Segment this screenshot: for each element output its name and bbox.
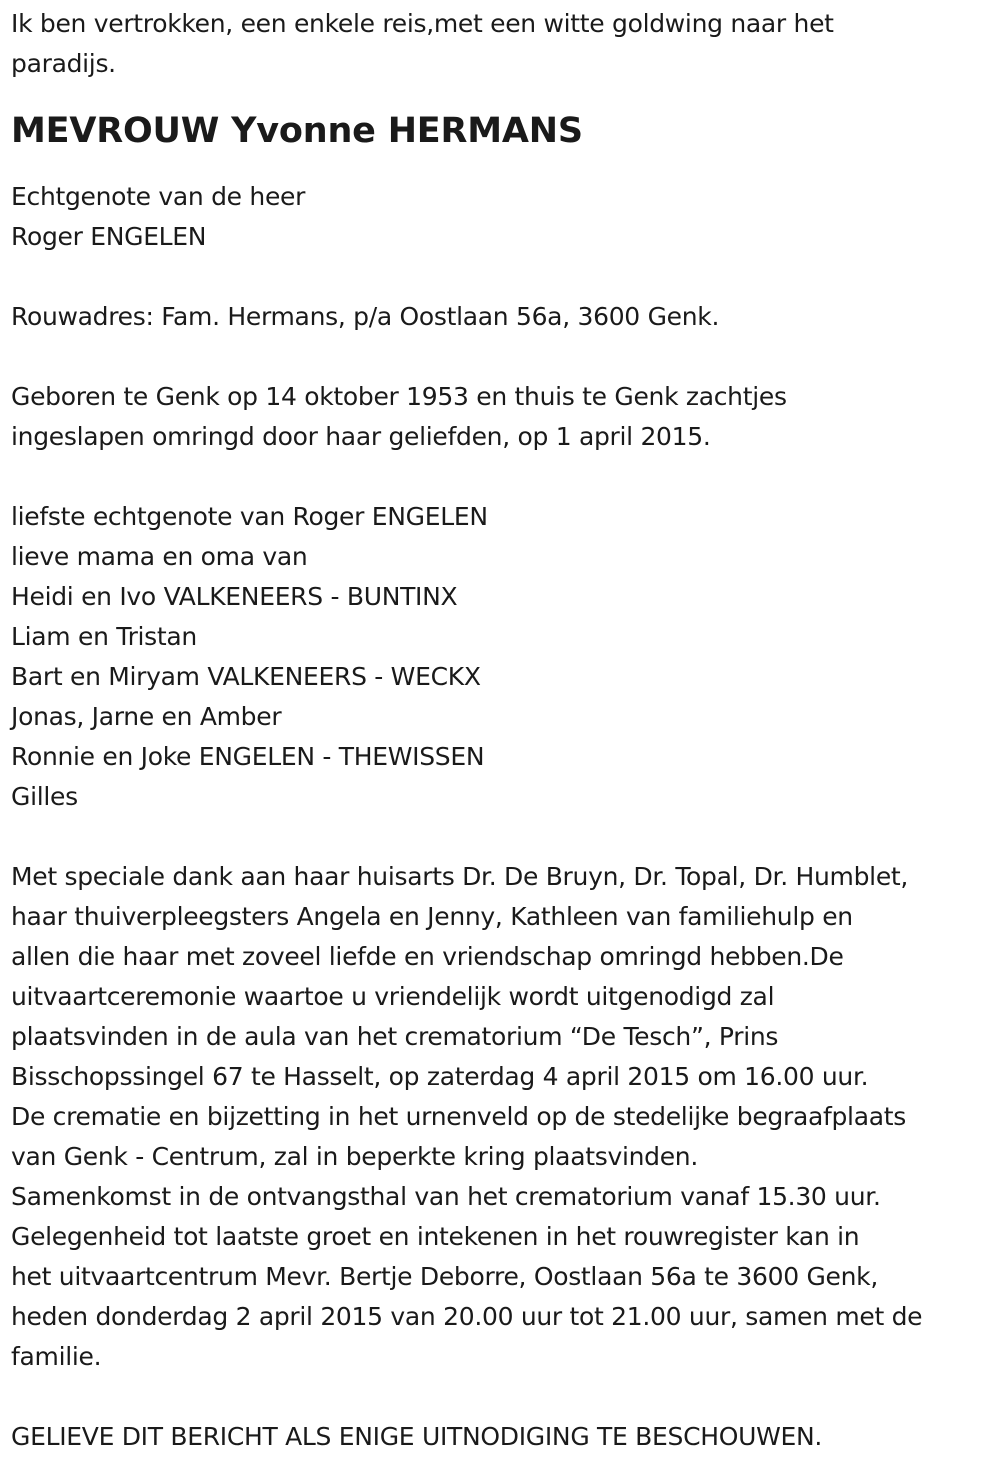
thanks-line: van Genk - Centrum, zal in beperkte kring plaatsvinden.	[11, 1142, 698, 1172]
birth-death-line: ingeslapen omringd door haar geliefden, op 1 april 2015.	[11, 422, 711, 452]
family-line: Gilles	[11, 782, 78, 812]
family-line: Ronnie en Joke ENGELEN - THEWISSEN	[11, 742, 485, 772]
thanks-line: De crematie en bijzetting in het urnenveld op de stedelijke begraafplaats	[11, 1102, 906, 1132]
family-line: liefste echtgenote van Roger ENGELEN	[11, 502, 488, 532]
family-line: Heidi en Ivo VALKENEERS - BUNTINX	[11, 582, 458, 612]
thanks-line: Bisschopssingel 67 te Hasselt, op zaterdag 4 april 2015 om 16.00 uur.	[11, 1062, 869, 1092]
thanks-line: het uitvaartcentrum Mevr. Bertje Deborre, Oostlaan 56a te 3600 Genk,	[11, 1262, 879, 1292]
spacer	[11, 1377, 996, 1417]
family-line: lieve mama en oma van	[11, 542, 308, 572]
obituary-notice	[11, 4, 996, 1457]
birth-death-block	[11, 377, 996, 457]
motto-block	[11, 4, 996, 84]
mourning-address: Rouwadres: Fam. Hermans, p/a Oostlaan 56a, 3600 Genk.	[11, 302, 720, 332]
motto-line: paradijs.	[11, 49, 116, 78]
motto-line: Ik ben vertrokken, een enkele reis,met een witte goldwing naar het	[11, 9, 834, 38]
spacer	[11, 457, 996, 497]
thanks-and-ceremony-block	[11, 857, 996, 1377]
spacer	[11, 257, 996, 297]
family-line: Bart en Miryam VALKENEERS - WECKX	[11, 662, 481, 692]
spouse-line: Echtgenote van de heer	[11, 182, 306, 212]
family-list	[11, 497, 996, 817]
birth-death-line: Geboren te Genk op 14 oktober 1953 en thuis te Genk zachtjes	[11, 382, 787, 412]
spouse-block	[11, 177, 996, 257]
thanks-line: Samenkomst in de ontvangsthal van het crematorium vanaf 15.30 uur.	[11, 1182, 881, 1212]
thanks-line: Met speciale dank aan haar huisarts Dr. De Bruyn, Dr. Topal, Dr. Humblet,	[11, 862, 909, 892]
thanks-line: uitvaartceremonie waartoe u vriendelijk wordt uitgenodigd zal	[11, 982, 775, 1012]
thanks-line: heden donderdag 2 april 2015 van 20.00 uur tot 21.00 uur, samen met de	[11, 1302, 923, 1332]
thanks-line: Gelegenheid tot laatste groet en intekenen in het rouwregister kan in	[11, 1222, 860, 1252]
family-line: Liam en Tristan	[11, 622, 197, 652]
thanks-line: allen die haar met zoveel liefde en vriendschap omringd hebben.De	[11, 942, 844, 972]
spouse-line: Roger ENGELEN	[11, 222, 207, 252]
thanks-line: plaatsvinden in de aula van het crematorium “De Tesch”, Prins	[11, 1022, 779, 1052]
spacer	[11, 337, 996, 377]
thanks-line: haar thuiverpleegsters Angela en Jenny, Kathleen van familiehulp en	[11, 902, 853, 932]
family-line: Jonas, Jarne en Amber	[11, 702, 282, 732]
deceased-name-title: MEVROUW Yvonne HERMANS	[11, 111, 583, 151]
spacer	[11, 817, 996, 857]
closing-notice: GELIEVE DIT BERICHT ALS ENIGE UITNODIGING TE BESCHOUWEN.	[11, 1422, 823, 1452]
thanks-line: familie.	[11, 1342, 102, 1372]
